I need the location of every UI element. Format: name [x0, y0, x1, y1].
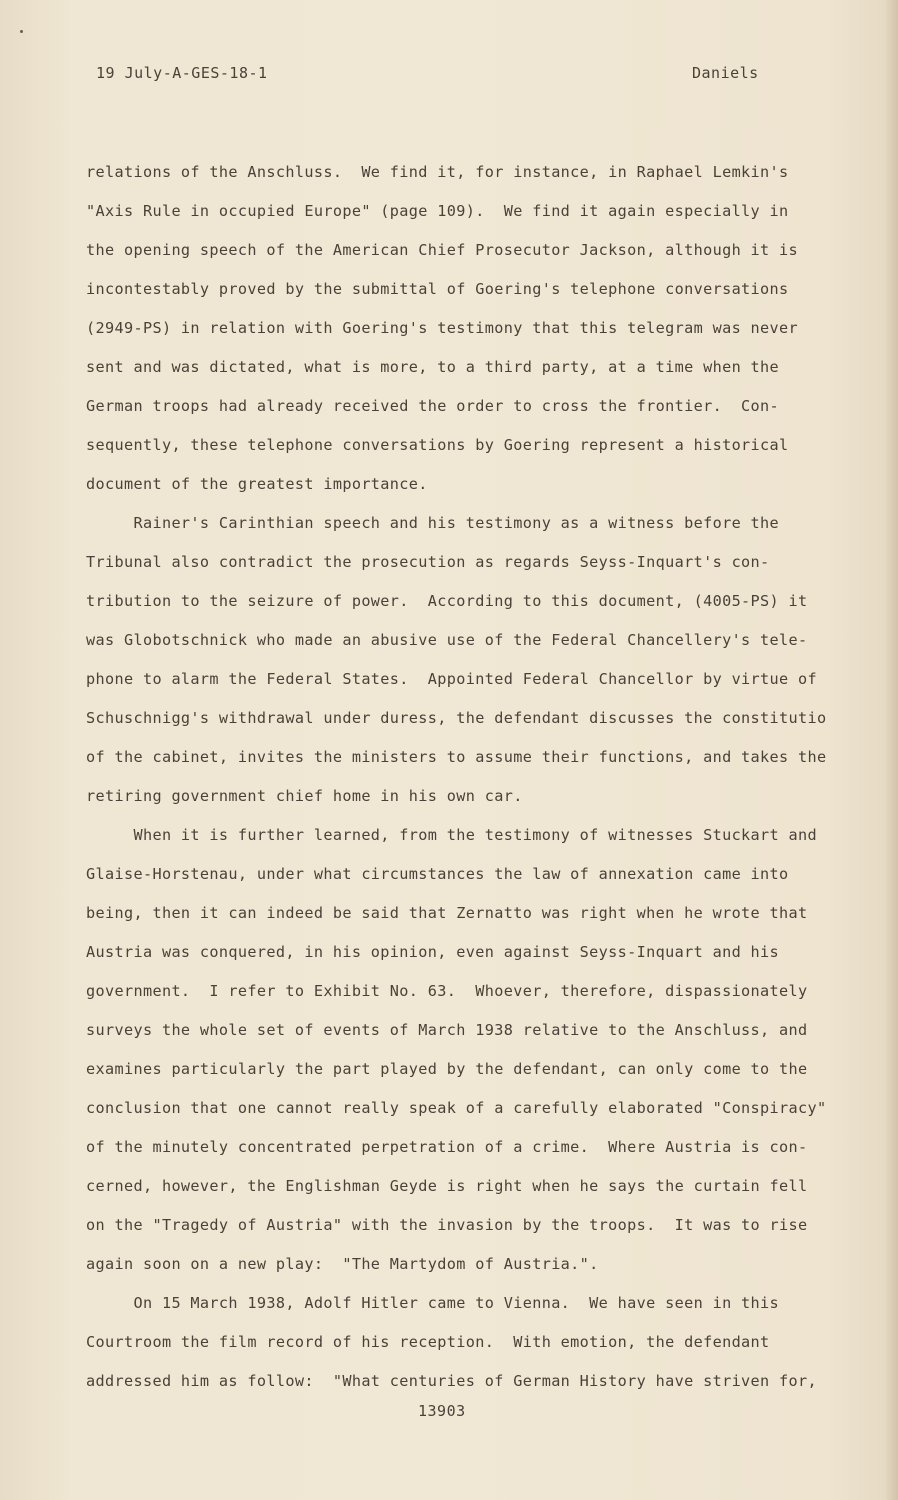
text-line: Courtroom the film record of his reception. With emotion, the defendant — [86, 1333, 770, 1351]
text-line: of the cabinet, invites the ministers to assume their functions, and takes the — [86, 748, 827, 766]
page-edge-shadow — [884, 0, 898, 1500]
text-line: German troops had already received the order to cross the frontier. Con- — [86, 397, 780, 415]
text-line: On 15 March 1938, Adolf Hitler came to Vienna. We have seen in this — [86, 1294, 780, 1312]
text-line: conclusion that one cannot really speak of a carefully elaborated "Conspiracy" — [86, 1099, 827, 1117]
text-line: tribution to the seizure of power. According to this document, (4005-PS) it — [86, 592, 808, 610]
text-line: retiring government chief home in his own car. — [86, 787, 523, 805]
text-line: "Axis Rule in occupied Europe" (page 109). We find it again especially in — [86, 202, 789, 220]
text-line: incontestably proved by the submittal of Goering's telephone conversations — [86, 280, 789, 298]
paper-speck — [20, 30, 23, 33]
text-line: of the minutely concentrated perpetration of a crime. Where Austria is con- — [86, 1138, 808, 1156]
text-line: Tribunal also contradict the prosecution as regards Seyss-Inquart's con- — [86, 553, 770, 571]
text-line: government. I refer to Exhibit No. 63. Whoever, therefore, dispassionately — [86, 982, 808, 1000]
text-line: being, then it can indeed be said that Zernatto was right when he wrote that — [86, 904, 808, 922]
text-line: (2949-PS) in relation with Goering's testimony that this telegram was never — [86, 319, 799, 337]
body-text — [86, 160, 846, 1408]
text-line: was Globotschnick who made an abusive use of the Federal Chancellery's tele- — [86, 631, 808, 649]
text-line: sent and was dictated, what is more, to a third party, at a time when the — [86, 358, 780, 376]
page-number: 13903 — [418, 1402, 466, 1420]
text-line: relations of the Anschluss. We find it, for instance, in Raphael Lemkin's — [86, 163, 789, 181]
text-line: Austria was conquered, in his opinion, even against Seyss-Inquart and his — [86, 943, 780, 961]
text-line: the opening speech of the American Chief Prosecutor Jackson, although it is — [86, 241, 799, 259]
document-reference: 19 July-A-GES-18-1 — [96, 64, 268, 82]
text-line: When it is further learned, from the testimony of witnesses Stuckart and — [86, 826, 818, 844]
text-line: document of the greatest importance. — [86, 475, 428, 493]
text-line: sequently, these telephone conversations by Goering represent a historical — [86, 436, 789, 454]
text-line: examines particularly the part played by the defendant, can only come to the — [86, 1060, 808, 1078]
text-line: again soon on a new play: "The Martydom of Austria.". — [86, 1255, 599, 1273]
text-line: surveys the whole set of events of March 1938 relative to the Anschluss, and — [86, 1021, 808, 1039]
text-line: phone to alarm the Federal States. Appointed Federal Chancellor by virtue of — [86, 670, 818, 688]
text-line: Glaise-Horstenau, under what circumstances the law of annexation came into — [86, 865, 789, 883]
text-line: Rainer's Carinthian speech and his testimony as a witness before the — [86, 514, 780, 532]
reporter-name: Daniels — [692, 64, 759, 82]
text-line: Schuschnigg's withdrawal under duress, the defendant discusses the constitutio — [86, 709, 827, 727]
text-line: on the "Tragedy of Austria" with the invasion by the troops. It was to rise — [86, 1216, 808, 1234]
text-line: cerned, however, the Englishman Geyde is right when he says the curtain fell — [86, 1177, 808, 1195]
text-line: addressed him as follow: "What centuries of German History have striven for, — [86, 1372, 818, 1390]
